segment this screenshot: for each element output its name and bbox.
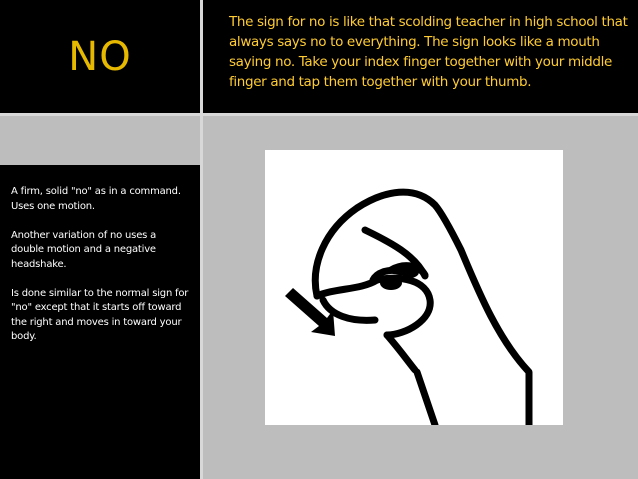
hand-sign-no-icon — [265, 150, 563, 425]
note-paragraph: A firm, solid "no" as in a command. Uses one motion. — [11, 186, 181, 212]
title-box — [0, 0, 200, 113]
sign-illustration-card — [265, 150, 563, 425]
notes-text — [11, 185, 191, 359]
slide-description: The sign for no is like that scolding teacher in high school that always says no to everything. The sign looks like a mouth saying no. Take your index finger together with your middle finger and tap them together with your thumb. — [229, 14, 628, 90]
note-paragraph: Is done similar to the normal sign for "no" except that it starts off toward the right and moves in toward your body. — [11, 287, 189, 342]
slide-title: NO — [68, 33, 132, 80]
description-box — [203, 0, 638, 113]
note-paragraph: Another variation of no uses a double motion and a negative headshake. — [11, 229, 157, 270]
